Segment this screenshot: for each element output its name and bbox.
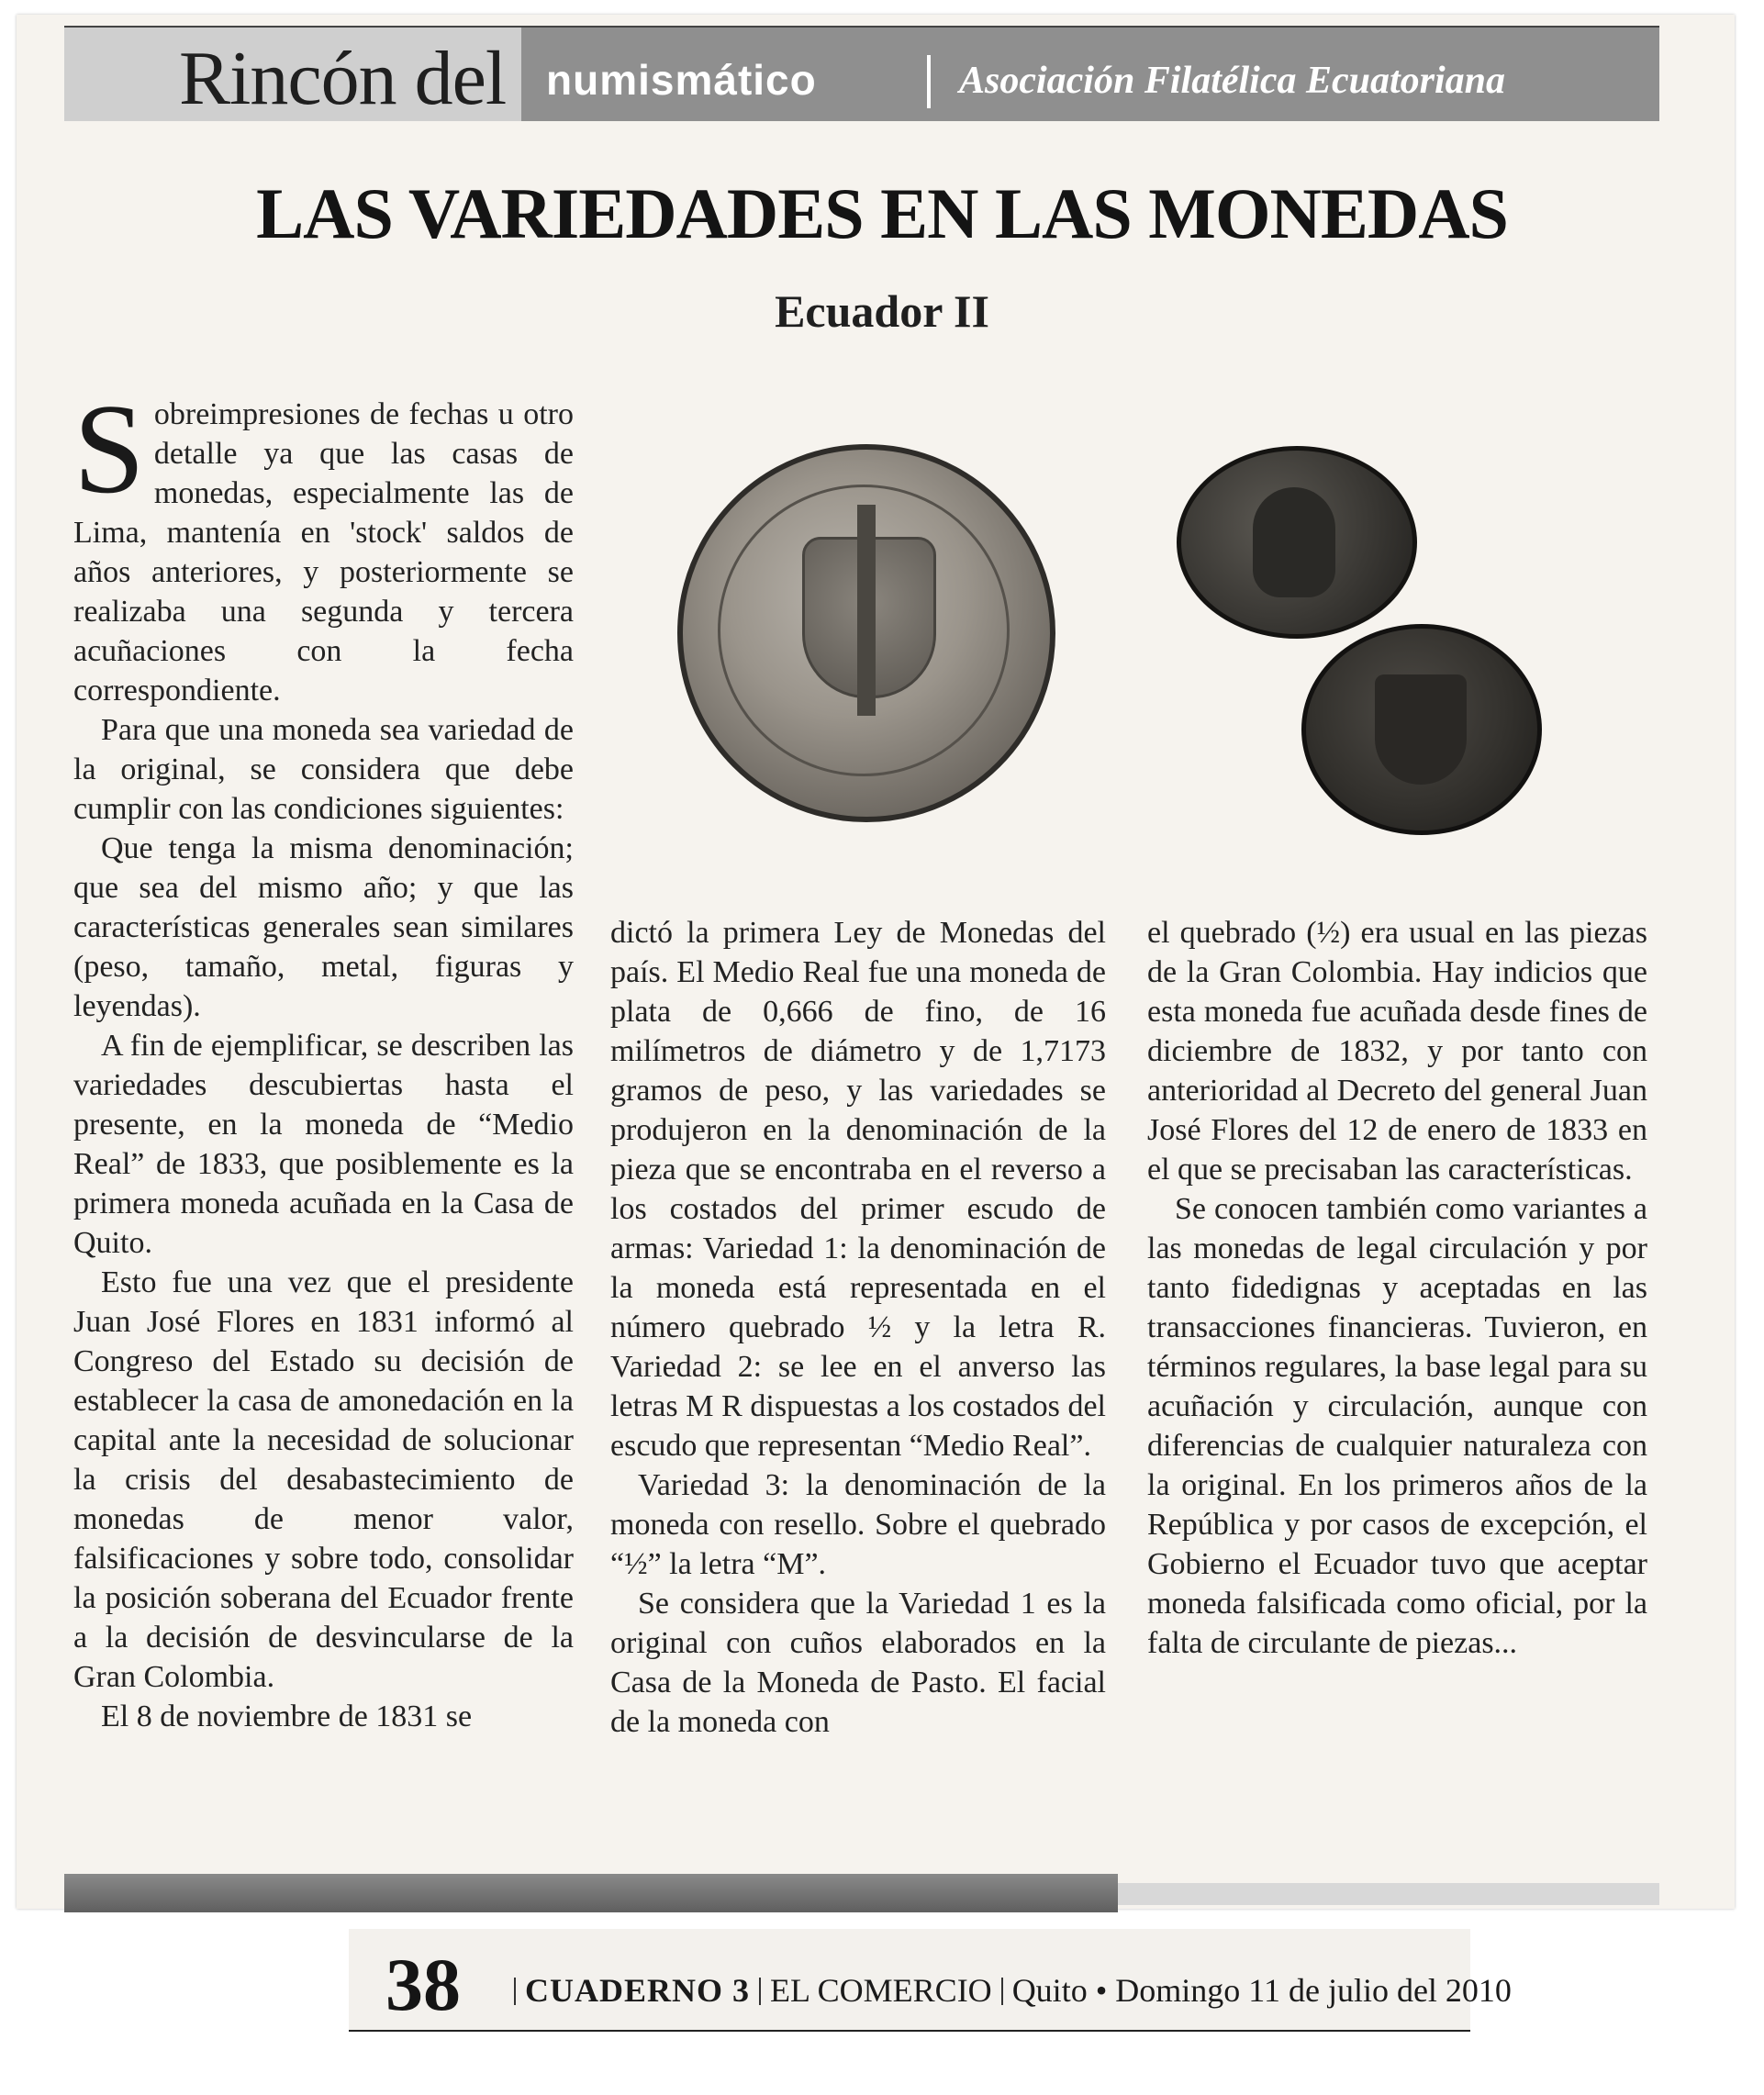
footer-dateline: Quito • Domingo 11 de julio del 2010 [1011,1972,1512,2009]
section-banner [64,26,1659,121]
bottom-rule-light [1118,1883,1659,1905]
footer-section: CUADERNO 3 [525,1972,751,2009]
paragraph: A fin de ejemplificar, se describen las variedades descubiertas hasta el presente, en la moneda de “Medio Real” de 1833, que posiblemente es la primera moneda acuñada en la Casa de Quito. [73,1029,574,1260]
drop-cap: S [73,378,145,520]
banner-separator [927,55,931,108]
bronze-coin-obverse-icon [1177,446,1417,639]
article-column-2 [610,913,1106,1742]
paragraph: Se considera que la Variedad 1 es la original con cuños elaborados en la Casa de la Moneda de Pasto. El facial de la moneda con [610,1587,1106,1739]
footer-divider [514,1978,516,2005]
bottom-rule [64,1874,1118,1912]
paragraph: Variedad 3: la denominación de la moneda con resello. Sobre el quebrado “½” la letra “M”. [610,1468,1106,1581]
banner-organization: Asociación Filatélica Ecuatoriana [959,60,1506,102]
footer-info [505,1971,1512,2010]
paragraph: Para que una moneda sea variedad de la original, se considera que debe cumplir con las condiciones siguientes: [73,713,574,826]
paragraph: Se conocen también como variantes a las monedas de legal circulación y por tanto fidedignas y aceptadas en las transacciones financieras. Tuvieron, en términos regulares, la base legal para su acuñación y circulación, aunque con diferencias de cualquier naturaleza con la original. En los primeros años de la República y por casos de excepción, el Gobierno el Ecuador tuvo que aceptar moneda falsificada como oficial, por la falta de circulante de piezas... [1147,1192,1647,1660]
coin-bust-icon [1253,487,1335,597]
coin-fasces-icon [857,505,876,716]
banner-title: Rincón del [179,36,507,121]
paragraph: El 8 de noviembre de 1831 se [101,1699,473,1733]
paragraph: Sobreimpresiones de fechas u otro detalle ya que las casas de monedas, especialmente las de Lima, mantenía en 'stock' saldos de años anteriores, y posteriormente se realizaba una segunda y tercera acuñaciones con la fecha correspondiente. [73,378,574,708]
paragraph: Esto fue una vez que el presidente Juan José Flores en 1831 informó al Congreso del Estado su decisión de establecer la casa de amonedación en la capital ante la necesidad de solucionar la crisis del desabastecimiento de monedas de menor valor, falsificaciones y sobre todo, consolidar la posición soberana del Ecuador frente a la decisión de desvincularse de la Gran Colombia. [73,1265,574,1694]
silver-coin-icon [677,444,1055,822]
footer-divider [759,1978,761,2005]
article-column-3 [1147,913,1647,1663]
bronze-coin-reverse-icon [1301,624,1542,835]
page-number: 38 [385,1943,461,2026]
article-column-1 [73,378,574,1736]
page-footer [349,1929,1512,2032]
article-headline: LAS VARIEDADES EN LAS MONEDAS [256,173,1508,253]
footer-divider [1001,1978,1003,2005]
banner-section: numismático [546,56,817,104]
paragraph: dictó la primera Ley de Monedas del país. El Medio Real fue una moneda de plata de 0,666 de fino, de 16 milímetros de diámetro y de 1,7173 gramos de peso, y las variedades se produjeron en la denominación de la pieza que se encontraba en el reverso a los costados del primer escudo de armas: Variedad 1: la denominación de la moneda está representada en el número quebrado ½ y la letra R. Variedad 2: se lee en el anverso las letras M R dispuestas a los costados del escudo que representan “Medio Real”. [610,916,1106,1463]
paragraph: el quebrado (½) era usual en las piezas de la Gran Colombia. Hay indicios que esta moneda fue acuñada desde fines de diciembre de 1832, y por tanto con anterioridad al Decreto del general Juan José Flores del 12 de enero de 1833 en el que se precisaban las características. [1147,916,1647,1187]
coin-shield-icon [1375,674,1467,785]
article-subhead: Ecuador II [775,285,989,337]
paragraph: Que tenga la misma denominación; que sea del mismo año; y que las características generales sean similares (peso, tamaño, metal, figuras y leyendas). [73,831,574,1023]
footer-newspaper: EL COMERCIO [770,1972,992,2009]
